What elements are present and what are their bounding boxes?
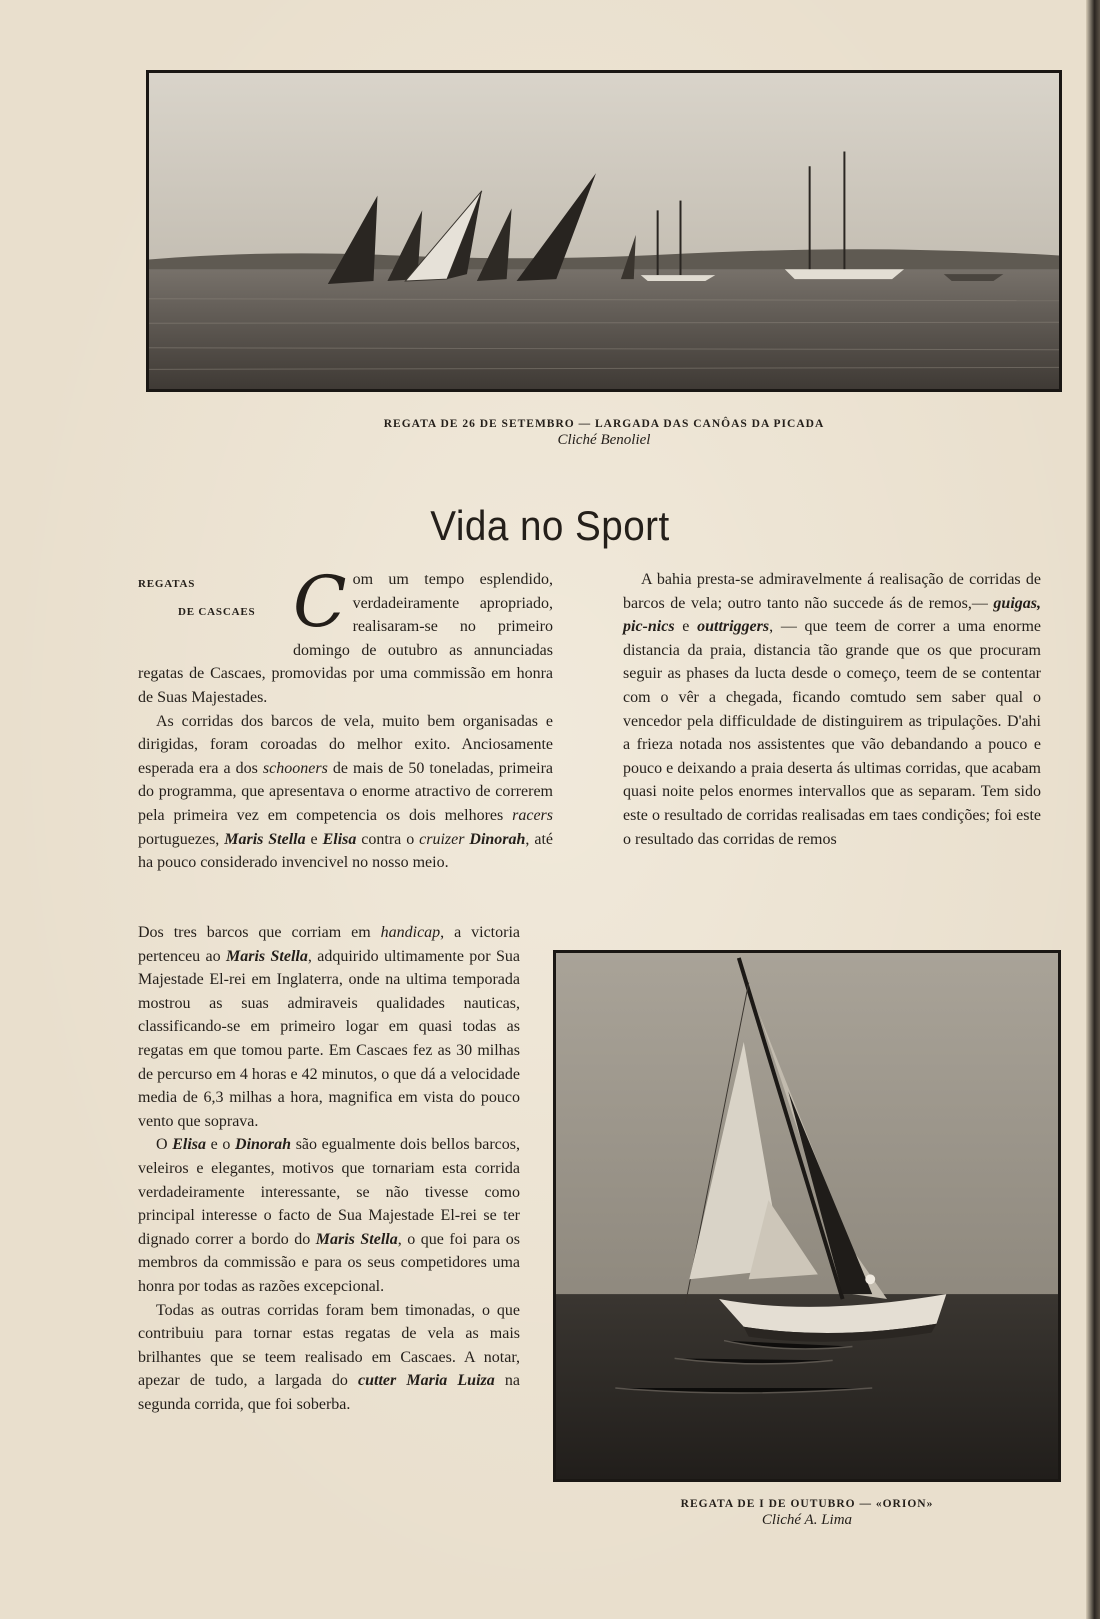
article-column-right	[623, 568, 1041, 851]
paragraph-1: om um tempo esplendido, verdadeiramente apropriado, realisaram-se no primeiro domingo de outubro as annunciadas regatas de Cascaes, promovidas por uma commissão em honra de Suas Majestades.	[138, 571, 553, 706]
side-heading	[138, 568, 293, 646]
drop-cap: C	[293, 561, 347, 643]
sailboats-image	[149, 73, 1059, 389]
bottom-photo-credit: Cliché A. Lima	[761, 1512, 853, 1528]
article-column-left-top	[138, 561, 553, 875]
page-binding-edge	[1086, 0, 1100, 1619]
paragraph-2-continued: Dos tres barcos que corriam em handicap, a victoria pertenceu ao Maris Stella, adquirido ultimamente por Sua Majestade El-rei em Inglaterra, onde na ultima temporada mostrou as suas admiraveis qualidades nauticas, classificando-se em primeiro logar em quasi todas as regatas em que tomou parte. Em Cascaes fez as 30 milhas de percurso em 4 horas e 42 minutos, o que dá a velocidade media de 6,3 milhas a hora, magnifica em vista do pouco vento que soprava.	[138, 924, 520, 1130]
orion-yacht-photo	[553, 950, 1061, 1482]
side-heading-line2: DE CASCAES	[178, 606, 256, 618]
paragraph-3: O Elisa e o Dinorah são egualmente dois bellos barcos, veleiros e elegantes, motivos que tornariam esta corrida verdadeiramente interessante, se não tivesse como principal interesse o facto de Sua Majestade El-rei se ter dignado correr a bordo do Maris Stella, o que foi para os membros da commissão e para os seus competidores uma honra por todas as razões excepcional.	[138, 1136, 520, 1295]
top-photo-title: REGATA DE 26 DE SETEMBRO — LARGADA DAS CANÔAS DA PICADA	[383, 418, 825, 430]
top-photo-caption	[304, 418, 904, 449]
side-heading-line1: REGATAS	[138, 578, 196, 590]
regatta-start-photo	[146, 70, 1062, 392]
yacht-image	[556, 953, 1058, 1479]
paragraph-2: As corridas dos barcos de vela, muito bem organisadas e dirigidas, foram coroadas do melhor exito. Anciosamente esperada era a dos schooners de mais de 50 toneladas, primeira do programma, que apresentava o enorme atractivo de correrem pela primeira vez em competencia os dois melhores racers portuguezes, Maris Stella e Elisa contra o cruizer Dinorah, até ha pouco considerado invencivel no nosso meio.	[138, 712, 553, 872]
article-column-left-bottom	[138, 921, 520, 1416]
paragraph-right-1: A bahia presta-se admiravelmente á realisação de corridas de barcos de vela; outro tanto não succede ás de remos,— guigas, pic-nics e outtriggers, — que teem de correr a uma enorme distancia da praia, distancia tão grande que os que procuram seguir as phases da lucta desde o começo, teem de se contentar com o vêr a chegada, ficando comtudo sem saber qual o vencedor pela difficuldade de distinguirem as tripulações. D'ahi a frieza notada nos assistentes que vão debandando a pouco e pouco e deixando a praia deserta ás ultimas corridas, que acabam quasi noite pelos enormes intervallos que as separam. Tem sido este o resultado de corridas realisadas em taes condições; foi este o resultado das corridas de remos	[623, 571, 1041, 848]
article-headline: Vida no Sport	[430, 502, 670, 549]
paragraph-4: Todas as outras corridas foram bem timonadas, o que contribuiu para tornar estas regatas de vela as mais brilhantes que se teem realisado em Cascaes. A notar, apezar de tudo, a largada do cutter Maria Luiza na segunda corrida, que foi soberba.	[138, 1301, 521, 1413]
top-photo-credit: Cliché Benoliel	[557, 432, 651, 448]
bottom-photo-caption	[507, 1498, 1100, 1529]
bottom-photo-title: REGATA DE I DE OUTUBRO — «ORION»	[680, 1498, 934, 1510]
